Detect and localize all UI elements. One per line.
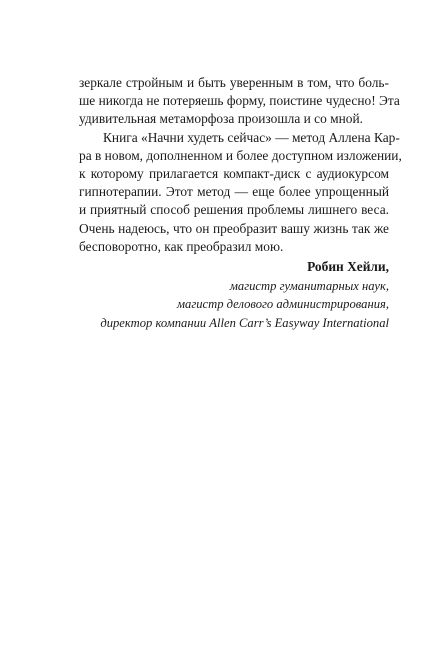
text-line: к которому прилагается компакт-диск с аудиокурсом — [79, 166, 389, 182]
text-line: Книга «Начни худеть сейчас» — метод Аллена Кар- — [103, 129, 400, 145]
paragraph-2 — [79, 129, 402, 256]
author-name: Робин Хейли, — [307, 259, 389, 274]
text-line: бесповоротно, как преобразил мою. — [79, 238, 284, 254]
author-credential: магистр делового администрирования, — [176, 297, 389, 312]
signature-block — [79, 258, 389, 332]
text-line: и приятный способ решения проблемы лишнего веса. — [79, 202, 389, 218]
text-line: Очень надеюсь, что он преобразит вашу жизнь так же — [79, 220, 389, 236]
paragraph-1 — [79, 74, 400, 129]
author-title: директор компании Allen Carr’s Easyway International — [100, 315, 389, 330]
text-line: гипнотерапии. Этот метод — еще более упрощенный — [79, 184, 389, 200]
text-line: удивительная метаморфоза произошла и со мной. — [79, 111, 363, 127]
text-line: ше никогда не потеряешь форму, поистине чудесно! Эта — [79, 93, 400, 109]
author-credential: магистр гуманитарных наук, — [229, 278, 389, 293]
text-line: ра в новом, дополненном и более доступном изложении, — [79, 147, 402, 163]
body-text — [79, 74, 402, 256]
text-line: зеркале стройным и быть уверенным в том, что боль- — [79, 75, 389, 90]
